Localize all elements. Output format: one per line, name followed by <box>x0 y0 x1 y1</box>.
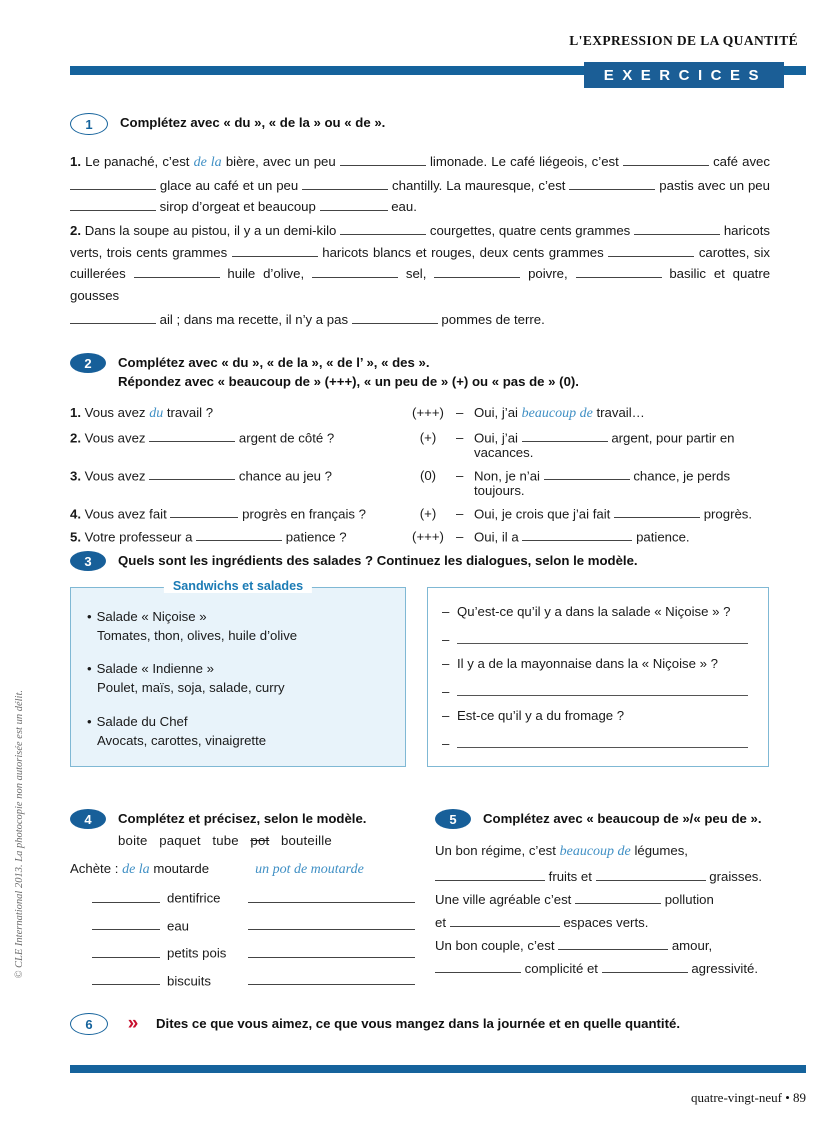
text-segment: Oui, je crois que j’ai fait <box>474 506 611 522</box>
text-segment: chance, je perds toujours. <box>474 468 731 499</box>
exercise-4-item <box>70 944 415 961</box>
answer-blank[interactable] <box>569 176 655 190</box>
text-segment: glace au café et un peu <box>159 177 299 193</box>
exercise-4 <box>70 808 415 988</box>
salad-title: • Salade du Chef <box>87 714 188 729</box>
exercise-5-line <box>435 839 775 865</box>
question-cell <box>70 505 400 522</box>
dialogue-line <box>442 732 754 751</box>
item-number: 1. <box>70 154 81 169</box>
question-cell <box>70 528 400 545</box>
exercise-4-item <box>70 972 415 989</box>
salad-ingredients: Avocats, carottes, vinaigrette <box>97 732 267 748</box>
dialogue-line <box>442 628 754 647</box>
answer-blank[interactable] <box>196 528 282 542</box>
exercise-4-instruction: Complétez et précisez, selon le modèle. <box>118 811 367 826</box>
text-segment: agressivité. <box>691 960 759 976</box>
text-segment: Oui, j’ai <box>474 430 518 446</box>
exercise-5 <box>435 808 775 980</box>
answer-blank[interactable] <box>134 265 220 279</box>
word-option: boite <box>118 833 148 848</box>
answer-blank[interactable] <box>575 890 661 904</box>
text-segment: progrès en français ? <box>242 506 367 522</box>
answer-blank[interactable] <box>596 867 706 881</box>
model-lead: Achète : <box>70 861 119 876</box>
answer-blank[interactable] <box>92 889 160 903</box>
exercise-5-line <box>435 911 775 934</box>
text-segment: pommes de terre. <box>441 311 545 327</box>
answer-blank[interactable] <box>248 944 415 958</box>
exercise-6 <box>70 1012 770 1035</box>
dash: – <box>442 736 450 751</box>
quantity-marker: (+) <box>419 430 437 446</box>
folio-number: 89 <box>793 1090 806 1105</box>
text-segment: complicité et <box>524 960 598 976</box>
salad-title: • Salade « Indienne » <box>87 661 214 676</box>
answer-blank[interactable] <box>92 972 160 986</box>
text-segment: graisses. <box>709 868 763 884</box>
text-segment: chantilly. La mauresque, c’est <box>392 177 566 193</box>
folio-separator: • <box>785 1090 790 1105</box>
text-segment: Le panaché, c’est <box>85 154 190 169</box>
text-segment: sel, <box>405 266 427 282</box>
answer-blank[interactable] <box>608 243 694 257</box>
exercise-6-instruction: Dites ce que vous aimez, ce que vous mangez dans la journée et en quelle quantité. <box>156 1016 680 1032</box>
text-segment: travail… <box>596 405 645 421</box>
answer-blank[interactable] <box>70 310 156 324</box>
text-segment: patience ? <box>285 529 347 545</box>
answer-blank[interactable] <box>623 152 709 166</box>
answer-blank[interactable] <box>70 176 156 190</box>
folio-word: quatre-vingt-neuf <box>690 1090 782 1105</box>
exercise-5-line <box>435 888 775 911</box>
item-number: 5. <box>70 529 81 545</box>
text-segment: légumes, <box>634 843 688 858</box>
exercise-2-header <box>70 352 770 391</box>
question-cell <box>70 405 400 422</box>
dash: – <box>442 656 450 671</box>
answer-blank[interactable] <box>320 198 388 212</box>
item-left <box>70 917 248 934</box>
exercise-1-item-1 <box>70 151 770 217</box>
answer-blank[interactable] <box>457 732 748 748</box>
answer-blank[interactable] <box>340 152 426 166</box>
answer-blank[interactable] <box>340 222 426 236</box>
text-segment: Un bon régime, c’est <box>435 843 556 858</box>
answer-blank[interactable] <box>149 429 235 443</box>
answer-blank[interactable] <box>457 628 748 644</box>
exercices-label: EXERCICES <box>603 66 767 84</box>
exercise-5-instruction: Complétez avec « beaucoup de »/« peu de ». <box>483 811 762 826</box>
text-segment: Vous avez fait <box>84 506 167 522</box>
answer-blank[interactable] <box>435 959 521 973</box>
exercise-3-badge: 3 <box>70 551 106 571</box>
dialogue-line <box>442 604 754 619</box>
dialogue-line <box>442 708 754 723</box>
text-segment: pastis avec un peu <box>659 177 770 193</box>
answer-blank[interactable] <box>602 959 688 973</box>
copyright-notice: © CLE International 2013. La photocopie non autorisée est un délit. <box>14 690 25 979</box>
text-segment: Vous avez <box>84 468 146 484</box>
dash: – <box>456 405 464 421</box>
answer-blank[interactable] <box>450 913 560 927</box>
exercise-1-instruction: Complétez avec « du », « de la » ou « de ». <box>120 115 386 130</box>
text-segment: Oui, j’ai <box>474 405 518 421</box>
exercise-6-badge: 6 <box>70 1013 108 1035</box>
item-left <box>70 972 248 989</box>
quantity-marker: (+) <box>419 506 437 522</box>
answer-blank[interactable] <box>634 222 720 236</box>
text-segment: amour, <box>671 937 713 953</box>
dash: – <box>442 684 450 699</box>
handwritten-answer: beaucoup de <box>521 406 593 422</box>
exercise-4-item <box>70 889 415 906</box>
text-segment: Votre professeur a <box>84 529 193 545</box>
page-folio <box>691 1090 806 1106</box>
page-title: L'EXPRESSION DE LA QUANTITÉ <box>569 33 798 48</box>
text-segment: Vous avez <box>84 405 146 421</box>
text-segment: argent de côté ? <box>238 430 335 446</box>
list-item <box>87 660 389 697</box>
item-number: 2. <box>70 223 81 239</box>
dash: – <box>442 632 450 647</box>
quantity-marker: (0) <box>419 468 437 484</box>
exercise-4-header <box>70 808 415 829</box>
handwritten-answer: de la <box>193 155 222 170</box>
dialogue-box <box>427 587 769 767</box>
exercise-3-header <box>70 550 770 571</box>
instruction-line-2: Répondez avec « beaucoup de » (+++), « un peu de » (+) ou « pas de » (0). <box>118 374 579 390</box>
text-segment: argent, pour partir en vacances. <box>474 430 735 461</box>
answer-blank[interactable] <box>248 917 415 931</box>
answer-cell <box>474 505 770 522</box>
exercise-4-word-bank <box>70 833 415 848</box>
exercise-1-badge: 1 <box>70 113 108 135</box>
exercise-3-boxes <box>70 579 770 767</box>
answer-blank[interactable] <box>248 972 415 986</box>
text-segment: Une ville agréable c’est <box>435 891 572 907</box>
text-segment: carottes, six cuillerées <box>70 244 771 282</box>
text-segment: Un bon couple, c’est <box>435 937 555 953</box>
text-segment: chance au jeu ? <box>238 468 332 484</box>
word-option: paquet <box>159 833 201 848</box>
exercise-3 <box>70 550 770 767</box>
dialogue-text: Qu’est-ce qu’il y a dans la salade « Niçoise » ? <box>457 604 731 619</box>
answer-blank[interactable] <box>248 889 415 903</box>
handwritten-answer: de la <box>122 862 150 877</box>
dash: – <box>456 468 464 484</box>
quantity-marker: (+++) <box>412 529 444 545</box>
dialogue-line <box>442 680 754 699</box>
exercise-2-instruction <box>118 352 579 391</box>
dialogue-text: Est-ce qu’il y a du fromage ? <box>457 708 625 723</box>
text-segment: Oui, il a <box>474 529 519 545</box>
exercise-1-body <box>70 151 770 330</box>
exercise-1-item-2-tail <box>70 309 770 330</box>
item-right <box>248 917 415 934</box>
text-segment: eau. <box>391 199 417 215</box>
handwritten-answer: du <box>149 406 164 422</box>
item-right <box>248 972 415 989</box>
footer-rule <box>70 1065 806 1073</box>
dash: – <box>442 604 450 619</box>
exercise-1-item-2 <box>70 220 770 306</box>
answer-blank[interactable] <box>232 243 318 257</box>
text-segment: haricots blancs et rouges, deux cents grammes <box>322 244 604 260</box>
text-segment: espaces verts. <box>563 914 649 930</box>
text-segment: haricots verts, trois cents grammes <box>70 223 770 260</box>
text-segment: patience. <box>636 529 690 545</box>
answer-blank[interactable] <box>149 467 235 481</box>
item-number: 2. <box>70 430 81 446</box>
text-segment: bière, avec un peu <box>225 154 336 169</box>
answer-blank[interactable] <box>352 310 438 324</box>
text-segment: Dans la soupe au pistou, il y a un demi-kilo <box>84 223 337 239</box>
item-noun: biscuits <box>167 973 211 989</box>
answer-blank[interactable] <box>302 176 388 190</box>
word-option: bouteille <box>280 833 332 848</box>
text-segment: Non, je n’ai <box>474 468 540 484</box>
exercise-5-line <box>435 957 775 980</box>
answer-blank[interactable] <box>576 265 662 279</box>
model-noun: moutarde <box>153 861 210 876</box>
exercise-2-rows <box>70 405 770 544</box>
dash: – <box>456 506 464 522</box>
word-option-struck: pot <box>250 833 270 848</box>
answer-blank[interactable] <box>457 680 748 696</box>
word-option: tube <box>212 833 239 848</box>
exercise-1-header <box>70 112 770 135</box>
answer-blank[interactable] <box>92 944 160 958</box>
text-segment: Vous avez <box>84 430 146 446</box>
item-noun: eau <box>167 918 190 934</box>
answer-blank[interactable] <box>170 505 238 519</box>
text-segment: poivre, <box>528 266 568 282</box>
text-segment: progrès. <box>703 506 753 522</box>
exercise-2-row <box>70 429 770 461</box>
answer-blank[interactable] <box>92 917 160 931</box>
text-segment: sirop d’orgeat et beaucoup <box>159 199 316 215</box>
text-segment: fruits et <box>548 868 592 884</box>
exercise-4-item <box>70 917 415 934</box>
answer-blank[interactable] <box>312 265 398 279</box>
exercise-2-row <box>70 405 770 422</box>
list-item <box>87 608 389 645</box>
exercise-4-model <box>70 861 415 878</box>
item-number: 3. <box>70 468 81 484</box>
answer-blank[interactable] <box>435 867 545 881</box>
exercices-banner <box>584 62 784 88</box>
exercise-5-line <box>435 934 775 957</box>
exercise-2-badge: 2 <box>70 353 106 373</box>
dialogue-line <box>442 656 754 671</box>
answer-blank[interactable] <box>434 265 520 279</box>
salad-ingredients: Poulet, maïs, soja, salade, curry <box>97 680 285 696</box>
exercise-6-header <box>70 1012 770 1035</box>
list-item <box>87 713 389 750</box>
exercise-5-body <box>435 839 775 980</box>
item-left <box>70 944 248 961</box>
item-noun: petits pois <box>167 945 227 961</box>
answer-cell <box>474 405 770 422</box>
answer-blank[interactable] <box>614 505 700 519</box>
item-number: 1. <box>70 405 81 421</box>
text-segment: courgettes, quatre cents grammes <box>429 223 631 239</box>
exercise-5-header <box>435 808 775 829</box>
text-segment: café avec <box>713 154 770 169</box>
exercise-2 <box>70 352 770 551</box>
dash: – <box>442 708 450 723</box>
exercise-4-badge: 4 <box>70 809 106 829</box>
text-segment: pollution <box>664 891 714 907</box>
salad-ingredients: Tomates, thon, olives, huile d’olive <box>97 627 298 643</box>
exercise-5-line <box>435 865 775 888</box>
item-left <box>70 889 248 906</box>
question-cell <box>70 467 400 484</box>
text-segment: ail ; dans ma recette, il n’y a pas <box>159 311 349 327</box>
salad-title: • Salade « Niçoise » <box>87 609 207 624</box>
exercise-1 <box>70 112 770 333</box>
answer-blank[interactable] <box>522 528 632 542</box>
handwritten-answer-right: un pot de moutarde <box>255 862 364 877</box>
double-chevron-right-icon: » <box>127 1013 139 1034</box>
exercise-2-row <box>70 467 770 499</box>
text-segment: basilic et quatre gousses <box>70 266 771 303</box>
exercise-2-row <box>70 505 770 522</box>
salad-menu-box <box>70 579 406 767</box>
handwritten-answer: beaucoup de <box>559 844 631 859</box>
answer-blank[interactable] <box>558 936 668 950</box>
item-number: 4. <box>70 506 81 522</box>
quantity-marker: (+++) <box>412 405 444 421</box>
exercise-3-instruction: Quels sont les ingrédients des salades ? Continuez les dialogues, selon le modèle. <box>118 553 638 568</box>
text-segment: et <box>435 914 446 930</box>
dash: – <box>456 430 464 446</box>
item-noun: dentifrice <box>167 890 221 906</box>
answer-cell <box>474 528 770 545</box>
dialogue-text: Il y a de la mayonnaise dans la « Niçoise » ? <box>457 656 718 671</box>
answer-blank[interactable] <box>544 467 630 481</box>
answer-cell <box>474 429 770 461</box>
instruction-line-1: Complétez avec « du », « de la », « de l’ », « des ». <box>118 355 430 370</box>
answer-cell <box>474 467 770 499</box>
answer-blank[interactable] <box>70 198 156 212</box>
exercise-5-badge: 5 <box>435 809 471 829</box>
item-right <box>248 944 415 961</box>
text-segment: travail ? <box>166 405 214 421</box>
item-right <box>248 889 415 906</box>
text-segment: huile d’olive, <box>227 266 305 282</box>
answer-blank[interactable] <box>522 429 608 443</box>
question-cell <box>70 429 400 446</box>
text-segment: limonade. Le café liégeois, c’est <box>430 154 619 169</box>
exercise-2-row <box>70 528 770 545</box>
dash: – <box>456 529 464 545</box>
salad-menu-legend: Sandwichs et salades <box>164 579 312 593</box>
